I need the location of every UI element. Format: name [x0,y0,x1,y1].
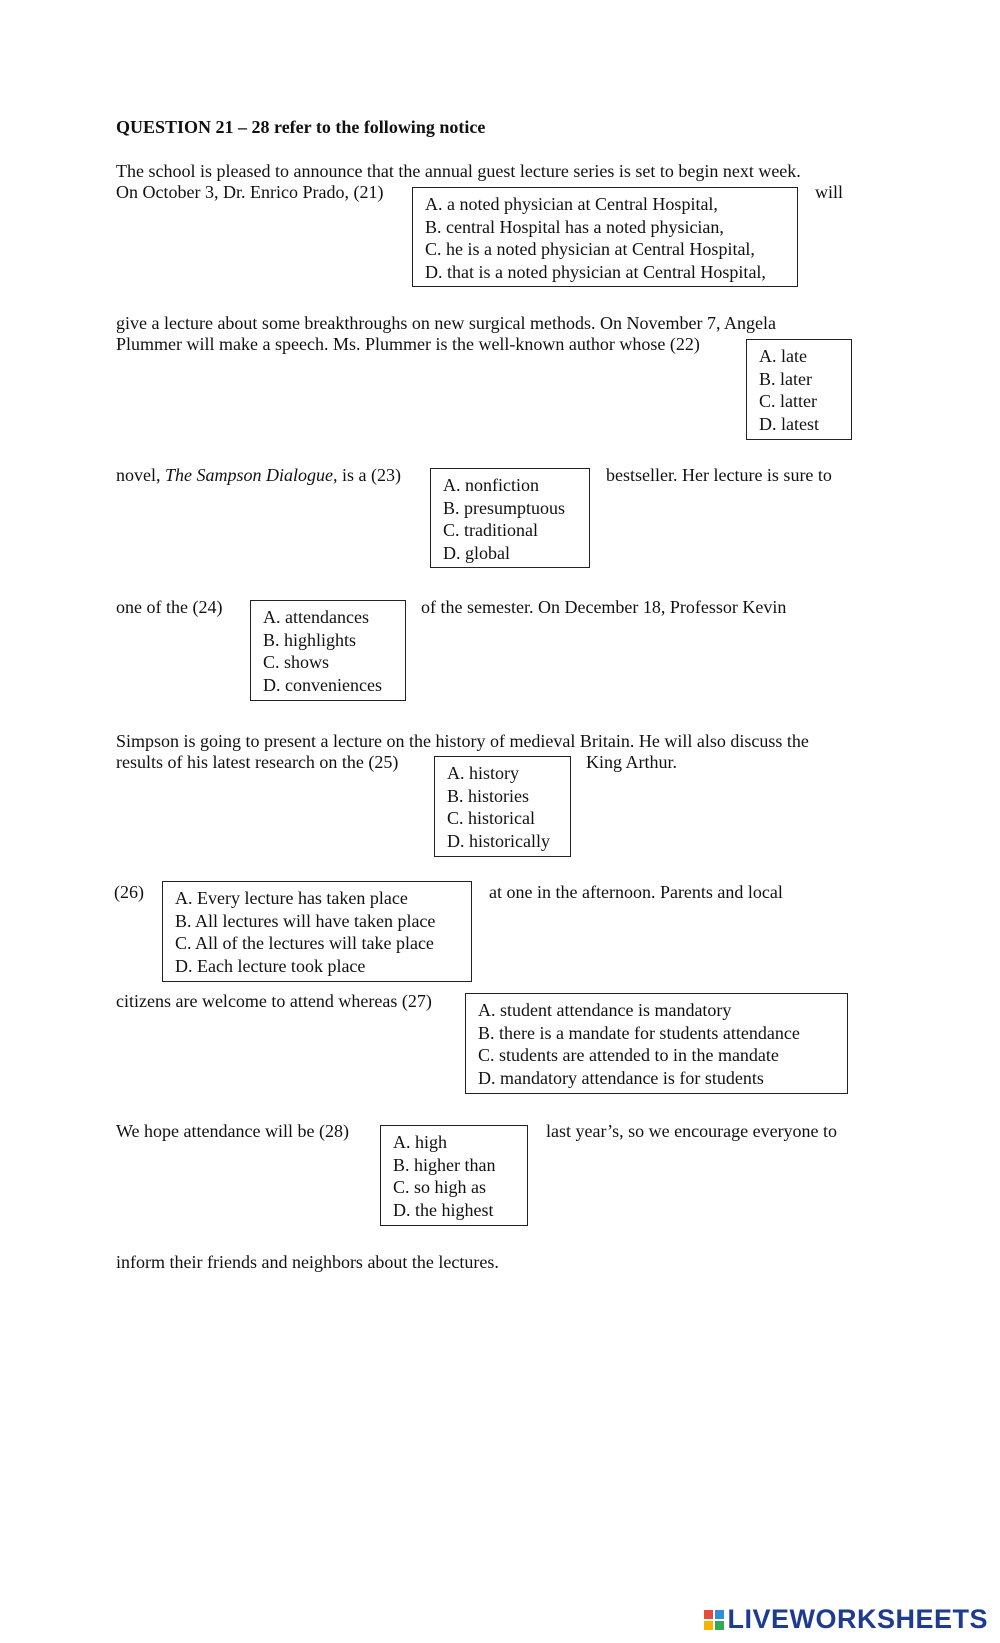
notice-line-6: one of the (24) [116,597,223,617]
q21-option-b[interactable]: B. central Hospital has a noted physician, [425,216,724,237]
q28-option-b[interactable]: B. higher than [393,1154,496,1175]
q27-option-c[interactable]: C. students are attended to in the mandate [478,1045,779,1065]
q25-option-b[interactable]: B. histories [447,785,530,806]
q24-option-d[interactable]: D. conveniences [263,674,382,695]
logo-square-green [715,1621,724,1630]
q28-option-a[interactable]: A. high [393,1132,447,1152]
answer-box-26[interactable] [162,881,472,982]
q21-option-d[interactable]: D. that is a noted physician at Central Hospital, [425,261,766,282]
liveworksheets-logo [704,1604,988,1635]
q23-option-c[interactable]: C. traditional [443,520,538,540]
notice-line-2-end: will [815,182,844,202]
book-title: The Sampson Dialogue, [165,465,338,485]
q26-option-a[interactable]: A. Every lecture has taken place [175,888,408,908]
q27-option-a[interactable]: A. student attendance is mandatory [478,1000,732,1020]
notice-line-3: give a lecture about some breakthroughs on new surgical methods. On November 7, Angela [116,313,776,333]
notice-line-11: We hope attendance will be (28) [116,1121,349,1141]
logo-square-blue [715,1610,724,1619]
q25-option-a[interactable]: A. history [447,763,519,783]
notice-line-9-end: at one in the afternoon. Parents and local [489,882,783,902]
notice-line-8-end: King Arthur. [586,752,678,772]
q21-option-a[interactable]: A. a noted physician at Central Hospital, [425,194,718,214]
q23-option-a[interactable]: A. nonfiction [443,475,539,495]
notice-line-12: inform their friends and neighbors about the lectures. [116,1252,499,1272]
q21-option-c[interactable]: C. he is a noted physician at Central Hospital, [425,239,755,259]
notice-line-4: Plummer will make a speech. Ms. Plummer is the well-known author whose (22) [116,334,700,354]
notice-line-6-end: of the semester. On December 18, Professor Kevin [421,597,787,617]
q25-option-d[interactable]: D. historically [447,830,550,851]
line-5-start: novel, [116,465,165,485]
notice-line-8: results of his latest research on the (25) [116,752,399,772]
q28-option-c[interactable]: C. so high as [393,1177,487,1197]
question-26-number: (26) [114,882,144,902]
notice-line-10: citizens are welcome to attend whereas (27) [116,991,432,1011]
logo-square-red [704,1610,713,1619]
q27-option-d[interactable]: D. mandatory attendance is for students [478,1067,764,1088]
q26-option-d[interactable]: D. Each lecture took place [175,955,366,976]
logo-square-yellow [704,1621,713,1630]
answer-box-22[interactable] [746,339,852,440]
page-title: QUESTION 21 – 28 refer to the following notice [116,117,486,137]
answer-box-23[interactable] [430,468,590,568]
notice-line-7: Simpson is going to present a lecture on the history of medieval Britain. He will also discuss the [116,731,809,751]
answer-box-27[interactable] [465,993,848,1094]
q24-option-a[interactable]: A. attendances [263,607,369,627]
notice-line-5-end: bestseller. Her lecture is sure to [606,465,832,485]
line-5-mid: is a (23) [337,465,401,485]
q26-option-c[interactable]: C. All of the lectures will take place [175,933,434,953]
notice-line-1: The school is pleased to announce that the annual guest lecture series is set to begin next week. [116,161,801,181]
liveworksheets-logo-icon [704,1610,724,1630]
answer-box-25[interactable] [434,756,571,857]
q22-option-c[interactable]: C. latter [759,391,817,411]
q24-option-c[interactable]: C. shows [263,652,330,672]
q26-option-b[interactable]: B. All lectures will have taken place [175,910,436,931]
q22-option-b[interactable]: B. later [759,368,812,389]
q25-option-c[interactable]: C. historical [447,808,535,828]
q23-option-b[interactable]: B. presumptuous [443,497,566,518]
q22-option-a[interactable]: A. late [759,346,807,366]
q27-option-b[interactable]: B. there is a mandate for students attendance [478,1022,800,1043]
q24-option-b[interactable]: B. highlights [263,629,357,650]
q23-option-d[interactable]: D. global [443,542,510,563]
logo-text: LIVEWORKSHEETS [727,1604,988,1634]
q28-option-d[interactable]: D. the highest [393,1199,494,1220]
answer-box-21[interactable] [412,187,798,287]
q22-option-d[interactable]: D. latest [759,413,819,434]
notice-line-11-end: last year’s, so we encourage everyone to [546,1121,838,1141]
answer-box-24[interactable] [250,600,406,701]
answer-box-28[interactable] [380,1125,528,1226]
notice-line-2: On October 3, Dr. Enrico Prado, (21) [116,182,384,202]
notice-line-5 [116,464,401,486]
